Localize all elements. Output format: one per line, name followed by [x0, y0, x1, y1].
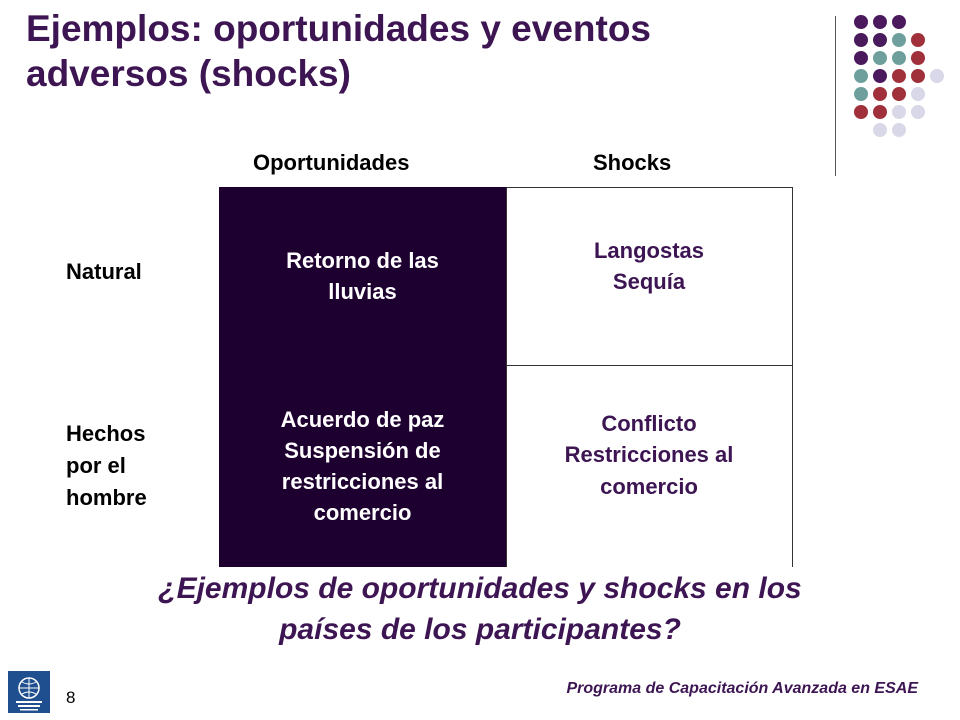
cell-text: Conflicto [601, 411, 697, 437]
decorative-dot [854, 15, 868, 29]
cell-text: Sequía [612, 269, 686, 294]
row-label-natural [66, 256, 142, 288]
cell-text: Restricciones al [564, 442, 734, 468]
table-column-divider [506, 187, 507, 567]
cell-text: comercio [313, 500, 412, 526]
decorative-dot [873, 15, 887, 29]
slide-title-line1: Ejemplos: oportunidades y eventos [26, 8, 652, 49]
decorative-dot [911, 33, 925, 47]
decorative-dot [892, 15, 906, 29]
decorative-dot [911, 87, 925, 101]
row-label-line: por el [66, 452, 126, 478]
decorative-dot [892, 69, 906, 83]
decorative-dot [911, 51, 925, 65]
row-label-line: hombre [66, 484, 147, 510]
wfp-logo-icon [8, 671, 50, 713]
decorative-dot [854, 87, 868, 101]
question-line2: países de los participantes? [279, 613, 681, 647]
cell-man-made-opportunities [219, 365, 506, 567]
decorative-dot [854, 105, 868, 119]
decorative-dot [892, 105, 906, 119]
decorative-dot [892, 51, 906, 65]
page-number: 8 [66, 688, 76, 707]
row-label-line: Natural [66, 259, 142, 284]
cell-text: restricciones al [281, 469, 444, 494]
decorative-dot [873, 87, 887, 101]
decorative-dot [873, 105, 887, 119]
decorative-dot [892, 87, 906, 101]
column-header-opportunities: Oportunidades [253, 150, 410, 175]
decorative-dot-grid [0, 0, 960, 180]
decorative-dot [930, 69, 944, 83]
row-label-man-made [66, 418, 147, 514]
cell-text: Retorno de las [286, 247, 439, 273]
cell-text: comercio [600, 473, 698, 499]
table-border-right [792, 187, 793, 567]
slide-title-line2: adversos (shocks) [26, 53, 351, 95]
cell-text: lluvias [328, 279, 397, 304]
cell-text: Acuerdo de paz [280, 406, 445, 432]
decorative-dot [892, 123, 906, 137]
decorative-dot [854, 69, 868, 83]
cell-man-made-shocks [506, 365, 792, 567]
decorative-dot [873, 51, 887, 65]
decorative-dot [854, 33, 868, 47]
footer-program-name: Programa de Capacitación Avanzada en ESAE [566, 680, 918, 697]
decorative-dot [873, 33, 887, 47]
cell-text: Langostas [593, 237, 705, 263]
decorative-dot [892, 33, 906, 47]
decorative-dot [873, 69, 887, 83]
decorative-dot [873, 123, 887, 137]
decorative-dot [911, 69, 925, 83]
decorative-dot [854, 51, 868, 65]
cell-text: Suspensión de [284, 437, 441, 463]
table-border-top [506, 187, 793, 188]
decorative-vertical-line [835, 16, 836, 176]
discussion-question [40, 568, 920, 650]
row-label-line: Hechos [66, 421, 146, 446]
table-row-divider [506, 365, 793, 366]
cell-natural-shocks [506, 187, 792, 365]
question-line1: ¿Ejemplos de oportunidades y shocks en los [158, 572, 802, 605]
cell-natural-opportunities [219, 187, 506, 365]
column-header-shocks: Shocks [593, 150, 672, 175]
decorative-dot [911, 105, 925, 119]
